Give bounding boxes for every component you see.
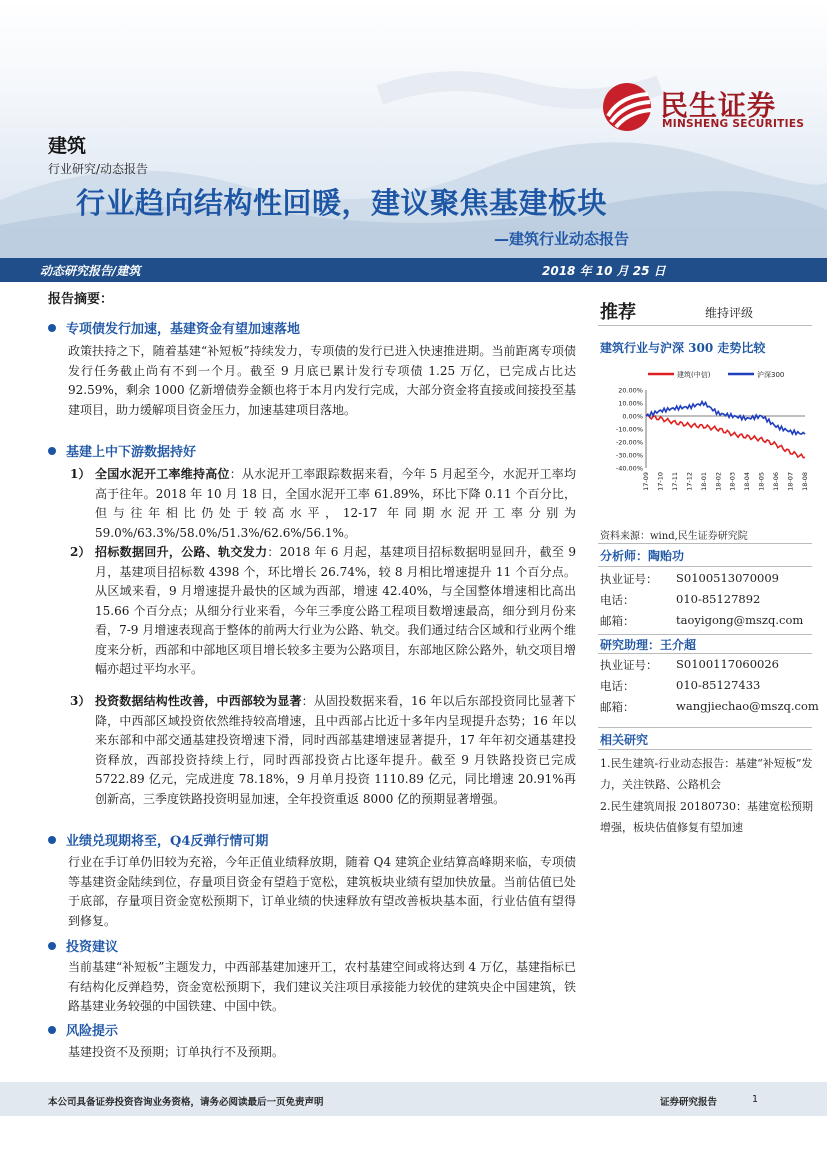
divider [598,749,812,750]
report-date: 2018 年 10 月 25 日 [542,264,666,278]
analyst-email: 邮箱： taoyigong@mszq.com [600,613,804,628]
section-heading: 投资建议 [48,936,118,955]
x-tick-label: 18-03 [728,472,737,491]
item-number: 3） [70,694,91,708]
chart-title: 建筑行业与沪深 300 走势比较 [600,341,766,355]
x-tick-label: 17-09 [642,472,650,491]
x-tick-label: 18-01 [699,472,708,491]
list-item: 招标数据回升，公路、轨交发力：2018 年 6 月起，基建项目招标数据明显回升，截至 9 月，基建项目招标数 4398 个，环比增长 26.74%，较 8 月相比增速提升 11 个百分点。从区域来看，9 月增速提升最快的区域为西部，增速 42.40%，与全国整体增速相比高出 15.66 个百分点；从细分行业来看，今年三季度公路工程项目数增速最高，细分到月份来看，7-9 月增速表现高于整体的前两大行业为公路、轨交。我们通过结合区域和行业两个维度来分析，西部和中部地区项目增长较多主要为公路项目，东部地区除公路外，轨交项目增幅亦超过平均水平。 [95,545,576,676]
chart-source: 资料来源：wind,民生证券研究院 [600,531,748,542]
analyst-phone: 电话： 010-85127892 [600,592,761,607]
report-category: 动态研究报告/建筑 [40,264,141,278]
logo-text-cn: 民生证券 [660,89,777,122]
list-item: 投资数据结构性改善，中西部较为显著：从固投数据来看，16 年以后东部投资同比显著下降，中西部区域投资依然维持较高增速，且中西部占比近十多年内呈现提升态势；16 年以来东部和中部交通基建投资增速下滑，同时西部基建增速显著提升，17 年年初交通基建投资释放，西部投资持续上行，同时西部投资占比逐年提升。截至 9 月铁路投资已完成 5722.89 亿元，完成进度 78.18%，9 月单月投资 1110.89 亿元，同比增速 20.91%再创新高，三季度铁路投资明显加速，全年投资重返 8000 亿的预期显著增强。 [95,694,576,806]
x-tick-label: 17-10 [656,472,665,491]
legend-label: 沪深300 [757,371,785,379]
y-tick-label: -10.00% [615,425,643,434]
x-tick-label: 18-04 [743,472,752,491]
y-tick-label: 10.00% [618,399,643,408]
item-number: 2） [70,545,91,559]
bullet-icon [48,1026,56,1034]
related-item: 1.民生建筑-行业动态报告：基建“补短板”发力，关注铁路、公路机会 [600,757,813,791]
y-tick-label: 20.00% [618,386,643,395]
legend-label: 建筑(中信) [677,371,711,379]
report-type: 行业研究/动态报告 [48,162,149,176]
divider [598,543,812,544]
abstract-label: 报告摘要： [48,292,114,307]
assistant-heading: 研究助理：王介超 [600,638,697,652]
x-tick-label: 18-07 [786,472,795,491]
bullet-icon [48,942,56,950]
section-heading: 基建上中下游数据持好 [48,441,196,460]
analyst-heading: 分析师：陶贻功 [600,549,685,563]
y-tick-label: 0.00% [622,412,643,421]
analyst-cert: 执业证号： S0100513070009 [600,571,779,586]
divider [598,566,812,567]
divider [598,653,812,654]
rating: 推荐 [600,302,636,323]
logo-text-en: MINSHENG SECURITIES [662,118,805,130]
page-number: 1 [752,1094,759,1105]
list-item: 全国水泥开工率维持高位：从水泥开工率跟踪数据来看，今年 5 月起至今，水泥开工率均高于往年。2018 年 10 月 18 日，全国水泥开工率 61.89%，环比下降 0.11 个百分比，但与往年相比仍处于较高水平，12-17 年同期水泥开工率分别为 59.0%/63.3%/58.0%/51.3%/62.6%/56.1%。 [95,467,576,540]
item-number: 1） [70,467,91,481]
section-text: 基建投资不及预期；订单执行不及预期。 [68,1045,285,1059]
section-heading: 风险提示 [48,1020,118,1039]
x-tick-label: 18-06 [772,472,781,491]
series-line [646,414,805,457]
company-logo [602,82,654,132]
related-heading: 相关研究 [600,733,649,747]
section-text: 行业在手订单仍旧较为充裕，今年正值业绩释放期，随着 Q4 建筑企业结算高峰期来临，专项债等基建资金陆续到位，存量项目资金有望趋于宽松，建筑板块业绩有望加快放量。当前估值已处于底部，存量项目资金宽松预期下，订单业绩的快速释放有望改善板块基本面，行业估值有望得到修复。 [68,855,576,928]
page-subtitle: —建筑行业动态报告 [494,230,630,248]
logo-icon [602,82,654,132]
rating-note: 维持评级 [705,306,754,320]
section-heading: 业绩兑现期将至，Q4反弹行情可期 [48,830,268,849]
y-tick-label: -40.00% [615,464,643,473]
bullet-icon [48,324,56,332]
section-text: 当前基建“补短板”主题发力，中西部基建加速开工，农村基建空间或将达到 4 万亿，基建指标已有结构化反弹趋势，资金宽松预期下，我们建议关注项目承接能力较优的建筑央企中国建筑，铁路基建业务较强的中国铁建、中国中铁。 [68,960,576,1013]
page-title: 行业趋向结构性回暖，建议聚焦基建板块 [76,186,608,220]
assistant-phone: 电话： 010-85127433 [600,678,761,693]
x-tick-label: 17-11 [670,472,679,491]
trend-chart [600,360,812,520]
x-tick-label: 17-12 [685,472,694,491]
section-heading: 专项债发行加速，基建资金有望加速落地 [48,318,300,337]
assistant-cert: 执业证号： S0100117060026 [600,657,779,672]
sector-label: 建筑 [48,135,87,157]
bullet-icon [48,447,56,455]
y-tick-label: -20.00% [615,438,643,447]
section-text: 政策扶持之下，随着基建“补短板”持续发力，专项债的发行已进入快速推进期。当前距离专项债发行任务截止尚有不到一个月。截至 9 月底已累计发行专项债 1.25 万亿，已完成占比达 92.59%，剩余 1000 亿新增债券金额也将于本月内发行完成，大部分资金将直接或间接投至基建项目，助力缓解项目资金压力，加速基建项目落地。 [68,344,576,417]
divider [598,634,812,635]
x-tick-label: 18-05 [757,472,766,491]
related-item: 2.民生建筑周报 20180730：基建宽松预期增强，板块估值修复有望加速 [600,800,813,834]
assistant-email: 邮箱： wangjiechao@mszq.com [600,699,819,714]
series-line [646,402,805,435]
footer-label: 证券研究报告 [660,1097,718,1108]
x-tick-label: 18-08 [801,472,809,491]
divider [598,727,812,728]
y-tick-label: -30.00% [615,451,643,460]
footer-disclaimer: 本公司具备证券投资咨询业务资格，请务必阅读最后一页免责声明 [48,1097,324,1108]
x-tick-label: 18-02 [714,472,723,491]
bullet-icon [48,836,56,844]
